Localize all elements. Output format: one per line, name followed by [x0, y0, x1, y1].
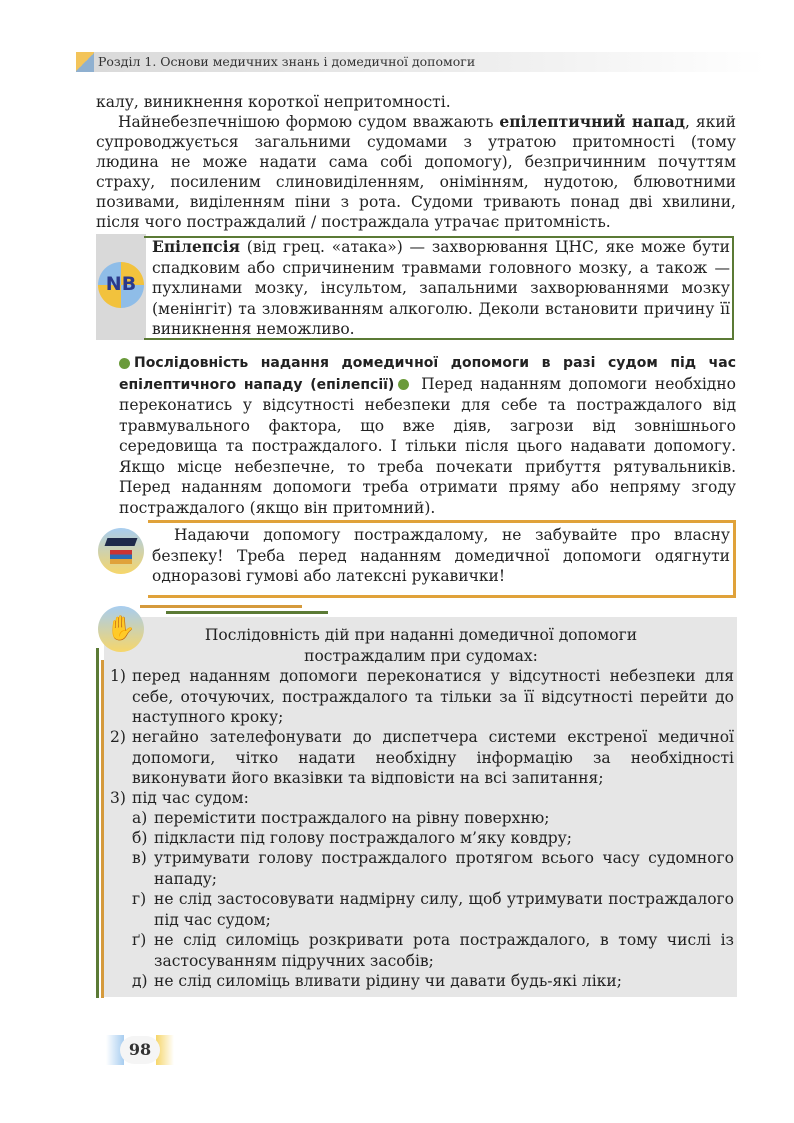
- chapter-title: Розділ 1. Основи медичних знань і домедичної допомоги: [98, 54, 476, 69]
- section-text: Перед наданням допомоги необхідно переконатись у відсутності небезпеки для себе та постраждалого від травмувального фактора, що вже діяв, загрози від зовнішнього середовища та постраждалого. І тільки після цього надавати допомогу. Якщо місце небезпечне, то треба почекати прибуття рятувальників. Перед наданням допомоги треба отримати пряму або непряму згоду постраждалого (якщо він притомний).: [119, 374, 737, 517]
- decor-line-green: [166, 611, 328, 614]
- substep-text: підкласти під голову постраждалого м’яку ковдру;: [154, 829, 573, 847]
- substep-text: не слід силоміць вливати рідину чи давати будь-які ліки;: [154, 972, 622, 990]
- step-number: 2): [110, 728, 126, 746]
- substep-letter: д): [132, 972, 148, 990]
- decor-line-orange: [140, 605, 302, 608]
- nb-icon: [98, 262, 144, 308]
- nb-text: (від грец. «атака») — захворювання ЦНС, яке може бути спадковим або спричиненим травмами головного мозку, а також — пухлинами мозку, інсультом, запальними захворюваннями мозку (менінгіт) та зловживанням алкоголю. Деколи встановити причину її виникнення неможливо.: [152, 238, 730, 338]
- step-text: під час судом:: [132, 789, 249, 807]
- step-number: 3): [110, 789, 126, 807]
- section-heading: Послідовність надання домедичної допомоги в разі судом під час епілептичного нападу (епілепсії): [119, 355, 736, 393]
- header-corner-decoration: [76, 52, 94, 72]
- graduation-cap-icon: [98, 528, 144, 574]
- substep-text: не слід силоміць розкривати рота постраждалого, в тому числі із застосуванням підручних засобів;: [154, 931, 734, 970]
- decor-bar-green: [96, 648, 99, 998]
- intro-text-before: Найнебезпечнішою формою судом вважають: [118, 113, 500, 131]
- substep-letter: в): [132, 849, 147, 867]
- bullet-icon: [398, 379, 409, 390]
- page-number-badge: [106, 1035, 174, 1065]
- intro-paragraph: [96, 112, 736, 232]
- section-paragraph: [119, 352, 736, 518]
- substep-letter: а): [132, 809, 148, 827]
- step-number: 1): [110, 667, 126, 685]
- page-number: 98: [128, 1040, 152, 1059]
- steps-title-line2: постраждалим при судомах:: [304, 646, 538, 665]
- steps-title-line1: Послідовність дій при наданні домедичної допомоги: [204, 626, 638, 644]
- substep-text: перемістити постраждалого на рівну поверхню;: [154, 809, 550, 827]
- substep-text: утримувати голову постраждалого протягом всього часу судомного нападу;: [154, 849, 734, 888]
- substep-text: не слід застосовувати надмірну силу, щоб утримувати постраждалого під час судом;: [154, 890, 734, 929]
- step-text: перед наданням допомоги переконатися у відсутності небезпеки для себе, оточуючих, постраждалого та тільки за її відсутності перейти до наступного кроку;: [132, 667, 734, 726]
- hand-ok-icon: ✋: [98, 606, 144, 652]
- substep-letter: ґ): [132, 931, 147, 949]
- decor-bar-orange: [101, 660, 104, 998]
- substep-letter: г): [132, 890, 147, 908]
- bullet-icon: [119, 358, 130, 369]
- epileptic-attack-term: епілептичний напад: [499, 112, 685, 131]
- warning-text: Надаючи допомогу постраждалому, не забувайте про власну безпеку! Треба перед наданням домедичної допомоги одягнути одноразові гумові або латексні рукавички!: [152, 526, 730, 585]
- step-text: негайно зателефонувати до диспетчера системи екстреної медичної допомоги, чітко надати необхідну інформацію за необхідності виконувати його вказівки та відповісти на всі запитання;: [132, 728, 734, 787]
- intro-text-after: , який супроводжується загальними судомами з утратою притомності (тому людина не може надати сама собі допомогу), безпричинним почуттям страху, посиленим слиновиділенням, онімінням, нудотою, блювотними позивами, виділенням піни з рота. Судоми тривають понад дві хвилини, після чого постраждалий / постраждала утрачає притомність.: [96, 113, 736, 231]
- nb-icon-label: NB: [105, 273, 137, 295]
- intro-line: калу, виникнення короткої непритомності.: [96, 93, 451, 111]
- steps-title: [108, 625, 734, 666]
- nb-definition: [152, 237, 730, 340]
- substep-letter: б): [132, 829, 148, 847]
- nb-box: [96, 234, 736, 340]
- nb-term: Епілепсія: [152, 237, 240, 256]
